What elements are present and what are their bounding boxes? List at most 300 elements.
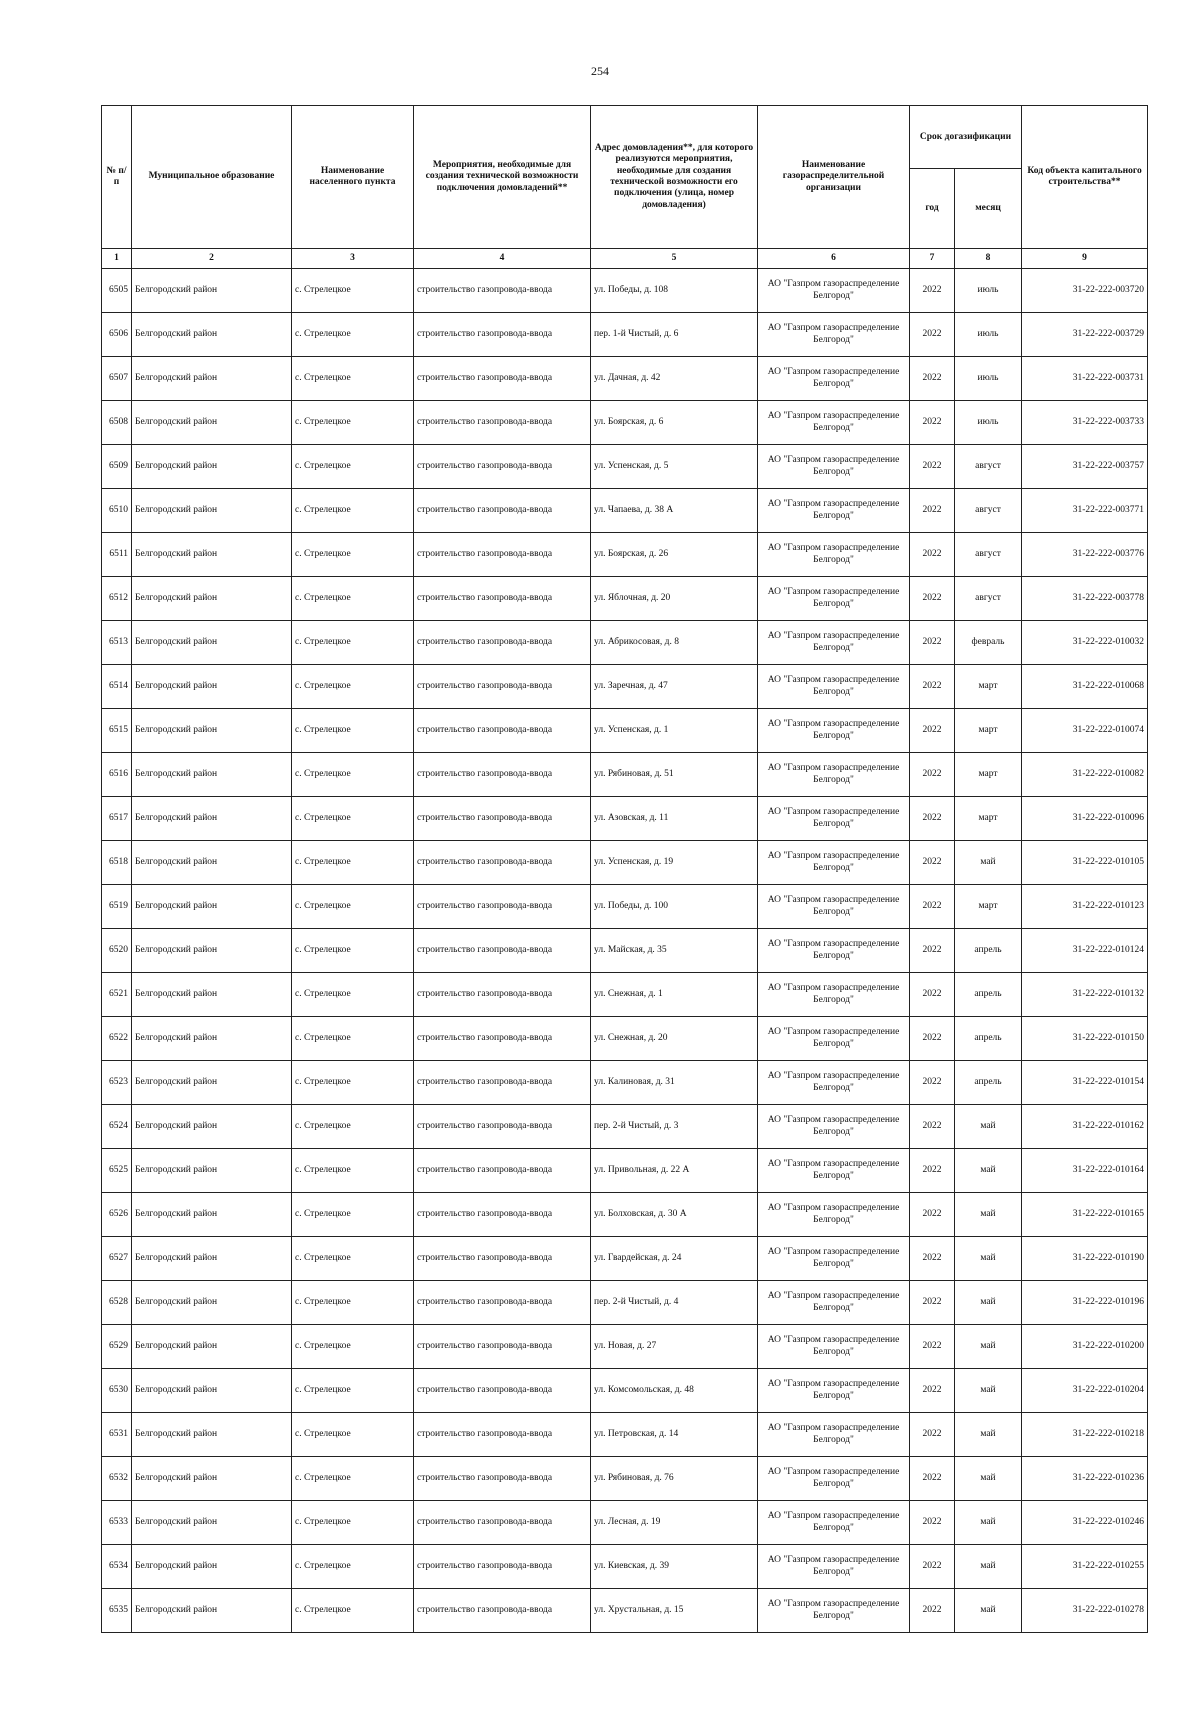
column-number: 5 — [591, 249, 758, 269]
measure-cell: строительство газопровода-ввода — [414, 841, 591, 885]
table-row — [102, 269, 1148, 313]
address-cell: ул. Калиновая, д. 31 — [591, 1061, 758, 1105]
month-cell: май — [955, 1281, 1022, 1325]
address-cell: ул. Снежная, д. 1 — [591, 973, 758, 1017]
year-cell: 2022 — [910, 1017, 955, 1061]
address-cell: пер. 1-й Чистый, д. 6 — [591, 313, 758, 357]
header-year: год — [910, 169, 955, 249]
settlement-cell: с. Стрелецкое — [292, 753, 414, 797]
organization-cell: АО "Газпром газораспределение Белгород" — [758, 269, 910, 313]
year-cell: 2022 — [910, 665, 955, 709]
object-code-cell: 31-22-222-003733 — [1022, 401, 1148, 445]
settlement-cell: с. Стрелецкое — [292, 1105, 414, 1149]
table-header — [102, 106, 1148, 269]
settlement-cell: с. Стрелецкое — [292, 929, 414, 973]
municipality-cell: Белгородский район — [132, 1501, 292, 1545]
municipality-cell: Белгородский район — [132, 1589, 292, 1633]
organization-cell: АО "Газпром газораспределение Белгород" — [758, 621, 910, 665]
object-code-cell: 31-22-222-010164 — [1022, 1149, 1148, 1193]
year-cell: 2022 — [910, 1589, 955, 1633]
object-code-cell: 31-22-222-003731 — [1022, 357, 1148, 401]
table-body — [102, 269, 1148, 1633]
row-number: 6521 — [102, 973, 132, 1017]
object-code-cell: 31-22-222-010096 — [1022, 797, 1148, 841]
month-cell: май — [955, 841, 1022, 885]
row-number: 6529 — [102, 1325, 132, 1369]
address-cell: ул. Чапаева, д. 38 А — [591, 489, 758, 533]
table-row — [102, 445, 1148, 489]
row-number: 6511 — [102, 533, 132, 577]
settlement-cell: с. Стрелецкое — [292, 1061, 414, 1105]
month-cell: февраль — [955, 621, 1022, 665]
month-cell: май — [955, 1149, 1022, 1193]
year-cell: 2022 — [910, 533, 955, 577]
header-num: № п/п — [102, 106, 132, 249]
settlement-cell: с. Стрелецкое — [292, 533, 414, 577]
organization-cell: АО "Газпром газораспределение Белгород" — [758, 445, 910, 489]
month-cell: май — [955, 1237, 1022, 1281]
month-cell: май — [955, 1193, 1022, 1237]
address-cell: ул. Успенская, д. 1 — [591, 709, 758, 753]
organization-cell: АО "Газпром газораспределение Белгород" — [758, 1149, 910, 1193]
address-cell: ул. Боярская, д. 6 — [591, 401, 758, 445]
address-cell: ул. Майская, д. 35 — [591, 929, 758, 973]
organization-cell: АО "Газпром газораспределение Белгород" — [758, 1061, 910, 1105]
object-code-cell: 31-22-222-010105 — [1022, 841, 1148, 885]
settlement-cell: с. Стрелецкое — [292, 1457, 414, 1501]
object-code-cell: 31-22-222-010204 — [1022, 1369, 1148, 1413]
month-cell: июль — [955, 269, 1022, 313]
header-measures: Мероприятия, необходимые для создания технической возможности подключения домовладений** — [414, 106, 591, 249]
row-number: 6524 — [102, 1105, 132, 1149]
column-number: 8 — [955, 249, 1022, 269]
organization-cell: АО "Газпром газораспределение Белгород" — [758, 1281, 910, 1325]
settlement-cell: с. Стрелецкое — [292, 269, 414, 313]
year-cell: 2022 — [910, 313, 955, 357]
table-row — [102, 753, 1148, 797]
settlement-cell: с. Стрелецкое — [292, 313, 414, 357]
settlement-cell: с. Стрелецкое — [292, 973, 414, 1017]
header-address: Адрес домовладения**, для которого реализуются мероприятия, необходимые для создания технической возможности его подключения (улица, номер домовладения) — [591, 106, 758, 249]
address-cell: ул. Азовская, д. 11 — [591, 797, 758, 841]
organization-cell: АО "Газпром газораспределение Белгород" — [758, 841, 910, 885]
address-cell: ул. Успенская, д. 19 — [591, 841, 758, 885]
municipality-cell: Белгородский район — [132, 1281, 292, 1325]
month-cell: август — [955, 577, 1022, 621]
row-number: 6517 — [102, 797, 132, 841]
organization-cell: АО "Газпром газораспределение Белгород" — [758, 401, 910, 445]
year-cell: 2022 — [910, 973, 955, 1017]
municipality-cell: Белгородский район — [132, 973, 292, 1017]
measure-cell: строительство газопровода-ввода — [414, 1545, 591, 1589]
year-cell: 2022 — [910, 401, 955, 445]
month-cell: июль — [955, 401, 1022, 445]
year-cell: 2022 — [910, 929, 955, 973]
object-code-cell: 31-22-222-010074 — [1022, 709, 1148, 753]
organization-cell: АО "Газпром газораспределение Белгород" — [758, 709, 910, 753]
measure-cell: строительство газопровода-ввода — [414, 1281, 591, 1325]
object-code-cell: 31-22-222-010124 — [1022, 929, 1148, 973]
table-row — [102, 841, 1148, 885]
measure-cell: строительство газопровода-ввода — [414, 357, 591, 401]
organization-cell: АО "Газпром газораспределение Белгород" — [758, 1369, 910, 1413]
month-cell: март — [955, 797, 1022, 841]
settlement-cell: с. Стрелецкое — [292, 489, 414, 533]
address-cell: ул. Рябиновая, д. 76 — [591, 1457, 758, 1501]
row-number: 6526 — [102, 1193, 132, 1237]
measure-cell: строительство газопровода-ввода — [414, 1589, 591, 1633]
municipality-cell: Белгородский район — [132, 1325, 292, 1369]
header-term: Срок догазификации — [910, 106, 1022, 169]
organization-cell: АО "Газпром газораспределение Белгород" — [758, 665, 910, 709]
municipality-cell: Белгородский район — [132, 533, 292, 577]
year-cell: 2022 — [910, 1325, 955, 1369]
row-number: 6515 — [102, 709, 132, 753]
address-cell: ул. Комсомольская, д. 48 — [591, 1369, 758, 1413]
measure-cell: строительство газопровода-ввода — [414, 269, 591, 313]
header-org: Наименование газораспределительной организации — [758, 106, 910, 249]
row-number: 6535 — [102, 1589, 132, 1633]
object-code-cell: 31-22-222-010246 — [1022, 1501, 1148, 1545]
row-number: 6505 — [102, 269, 132, 313]
table-row — [102, 797, 1148, 841]
object-code-cell: 31-22-222-010218 — [1022, 1413, 1148, 1457]
organization-cell: АО "Газпром газораспределение Белгород" — [758, 577, 910, 621]
address-cell: ул. Заречная, д. 47 — [591, 665, 758, 709]
table-row — [102, 1281, 1148, 1325]
measure-cell: строительство газопровода-ввода — [414, 1325, 591, 1369]
object-code-cell: 31-22-222-010123 — [1022, 885, 1148, 929]
measure-cell: строительство газопровода-ввода — [414, 533, 591, 577]
object-code-cell: 31-22-222-010236 — [1022, 1457, 1148, 1501]
object-code-cell: 31-22-222-010154 — [1022, 1061, 1148, 1105]
month-cell: июль — [955, 313, 1022, 357]
year-cell: 2022 — [910, 1061, 955, 1105]
year-cell: 2022 — [910, 269, 955, 313]
settlement-cell: с. Стрелецкое — [292, 1193, 414, 1237]
table-row — [102, 533, 1148, 577]
municipality-cell: Белгородский район — [132, 929, 292, 973]
object-code-cell: 31-22-222-003720 — [1022, 269, 1148, 313]
row-number: 6513 — [102, 621, 132, 665]
address-cell: ул. Петровская, д. 14 — [591, 1413, 758, 1457]
address-cell: ул. Дачная, д. 42 — [591, 357, 758, 401]
month-cell: август — [955, 489, 1022, 533]
table-row — [102, 1105, 1148, 1149]
address-cell: ул. Лесная, д. 19 — [591, 1501, 758, 1545]
organization-cell: АО "Газпром газораспределение Белгород" — [758, 533, 910, 577]
municipality-cell: Белгородский район — [132, 401, 292, 445]
measure-cell: строительство газопровода-ввода — [414, 1369, 591, 1413]
object-code-cell: 31-22-222-003771 — [1022, 489, 1148, 533]
settlement-cell: с. Стрелецкое — [292, 1281, 414, 1325]
object-code-cell: 31-22-222-010132 — [1022, 973, 1148, 1017]
table-row — [102, 1369, 1148, 1413]
settlement-cell: с. Стрелецкое — [292, 1017, 414, 1061]
settlement-cell: с. Стрелецкое — [292, 577, 414, 621]
row-number: 6506 — [102, 313, 132, 357]
object-code-cell: 31-22-222-003776 — [1022, 533, 1148, 577]
column-number: 3 — [292, 249, 414, 269]
year-cell: 2022 — [910, 885, 955, 929]
address-cell: ул. Привольная, д. 22 А — [591, 1149, 758, 1193]
object-code-cell: 31-22-222-003778 — [1022, 577, 1148, 621]
month-cell: август — [955, 445, 1022, 489]
municipality-cell: Белгородский район — [132, 357, 292, 401]
settlement-cell: с. Стрелецкое — [292, 621, 414, 665]
table-row — [102, 665, 1148, 709]
address-cell: ул. Киевская, д. 39 — [591, 1545, 758, 1589]
row-number: 6527 — [102, 1237, 132, 1281]
organization-cell: АО "Газпром газораспределение Белгород" — [758, 1237, 910, 1281]
settlement-cell: с. Стрелецкое — [292, 1237, 414, 1281]
year-cell: 2022 — [910, 841, 955, 885]
table-row — [102, 973, 1148, 1017]
year-cell: 2022 — [910, 577, 955, 621]
object-code-cell: 31-22-222-010082 — [1022, 753, 1148, 797]
table-row — [102, 885, 1148, 929]
object-code-cell: 31-22-222-010200 — [1022, 1325, 1148, 1369]
settlement-cell: с. Стрелецкое — [292, 357, 414, 401]
municipality-cell: Белгородский район — [132, 885, 292, 929]
row-number: 6509 — [102, 445, 132, 489]
measure-cell: строительство газопровода-ввода — [414, 577, 591, 621]
object-code-cell: 31-22-222-010278 — [1022, 1589, 1148, 1633]
month-cell: май — [955, 1413, 1022, 1457]
organization-cell: АО "Газпром газораспределение Белгород" — [758, 753, 910, 797]
row-number: 6522 — [102, 1017, 132, 1061]
month-cell: апрель — [955, 973, 1022, 1017]
measure-cell: строительство газопровода-ввода — [414, 1017, 591, 1061]
municipality-cell: Белгородский район — [132, 445, 292, 489]
table-row — [102, 1017, 1148, 1061]
measure-cell: строительство газопровода-ввода — [414, 1457, 591, 1501]
column-number: 6 — [758, 249, 910, 269]
address-cell: ул. Яблочная, д. 20 — [591, 577, 758, 621]
year-cell: 2022 — [910, 1413, 955, 1457]
month-cell: май — [955, 1589, 1022, 1633]
municipality-cell: Белгородский район — [132, 841, 292, 885]
organization-cell: АО "Газпром газораспределение Белгород" — [758, 885, 910, 929]
column-numbers-row — [102, 249, 1148, 269]
table-row — [102, 313, 1148, 357]
measure-cell: строительство газопровода-ввода — [414, 1501, 591, 1545]
object-code-cell: 31-22-222-010032 — [1022, 621, 1148, 665]
organization-cell: АО "Газпром газораспределение Белгород" — [758, 1457, 910, 1501]
row-number: 6531 — [102, 1413, 132, 1457]
measure-cell: строительство газопровода-ввода — [414, 753, 591, 797]
row-number: 6510 — [102, 489, 132, 533]
row-number: 6514 — [102, 665, 132, 709]
address-cell: ул. Победы, д. 108 — [591, 269, 758, 313]
municipality-cell: Белгородский район — [132, 313, 292, 357]
column-number: 9 — [1022, 249, 1148, 269]
settlement-cell: с. Стрелецкое — [292, 1325, 414, 1369]
header-month: месяц — [955, 169, 1022, 249]
month-cell: май — [955, 1369, 1022, 1413]
table-row — [102, 1545, 1148, 1589]
row-number: 6508 — [102, 401, 132, 445]
municipality-cell: Белгородский район — [132, 1017, 292, 1061]
table-row — [102, 1149, 1148, 1193]
address-cell: ул. Рябиновая, д. 51 — [591, 753, 758, 797]
row-number: 6507 — [102, 357, 132, 401]
header-settlement: Наименование населенного пункта — [292, 106, 414, 249]
organization-cell: АО "Газпром газораспределение Белгород" — [758, 1193, 910, 1237]
organization-cell: АО "Газпром газораспределение Белгород" — [758, 1017, 910, 1061]
municipality-cell: Белгородский район — [132, 1149, 292, 1193]
organization-cell: АО "Газпром газораспределение Белгород" — [758, 1589, 910, 1633]
measure-cell: строительство газопровода-ввода — [414, 621, 591, 665]
address-cell: пер. 2-й Чистый, д. 4 — [591, 1281, 758, 1325]
row-number: 6523 — [102, 1061, 132, 1105]
measure-cell: строительство газопровода-ввода — [414, 401, 591, 445]
object-code-cell: 31-22-222-010255 — [1022, 1545, 1148, 1589]
address-cell: ул. Снежная, д. 20 — [591, 1017, 758, 1061]
row-number: 6519 — [102, 885, 132, 929]
page-number: 254 — [591, 64, 609, 78]
settlement-cell: с. Стрелецкое — [292, 665, 414, 709]
month-cell: март — [955, 665, 1022, 709]
gasification-table — [101, 105, 1148, 1633]
organization-cell: АО "Газпром газораспределение Белгород" — [758, 357, 910, 401]
table-row — [102, 357, 1148, 401]
address-cell: ул. Успенская, д. 5 — [591, 445, 758, 489]
table-row — [102, 1413, 1148, 1457]
object-code-cell: 31-22-222-003729 — [1022, 313, 1148, 357]
settlement-cell: с. Стрелецкое — [292, 1369, 414, 1413]
month-cell: март — [955, 753, 1022, 797]
table-row — [102, 1325, 1148, 1369]
table-row — [102, 489, 1148, 533]
settlement-cell: с. Стрелецкое — [292, 1589, 414, 1633]
measure-cell: строительство газопровода-ввода — [414, 665, 591, 709]
address-cell: ул. Абрикосовая, д. 8 — [591, 621, 758, 665]
municipality-cell: Белгородский район — [132, 269, 292, 313]
year-cell: 2022 — [910, 1149, 955, 1193]
year-cell: 2022 — [910, 357, 955, 401]
column-number: 4 — [414, 249, 591, 269]
address-cell: ул. Новая, д. 27 — [591, 1325, 758, 1369]
table-row — [102, 401, 1148, 445]
table-row — [102, 577, 1148, 621]
row-number: 6520 — [102, 929, 132, 973]
measure-cell: строительство газопровода-ввода — [414, 313, 591, 357]
month-cell: апрель — [955, 929, 1022, 973]
table-row — [102, 709, 1148, 753]
organization-cell: АО "Газпром газораспределение Белгород" — [758, 1105, 910, 1149]
row-number: 6512 — [102, 577, 132, 621]
measure-cell: строительство газопровода-ввода — [414, 973, 591, 1017]
table-row — [102, 621, 1148, 665]
settlement-cell: с. Стрелецкое — [292, 1501, 414, 1545]
municipality-cell: Белгородский район — [132, 665, 292, 709]
month-cell: апрель — [955, 1017, 1022, 1061]
municipality-cell: Белгородский район — [132, 1413, 292, 1457]
organization-cell: АО "Газпром газораспределение Белгород" — [758, 1413, 910, 1457]
year-cell: 2022 — [910, 445, 955, 489]
year-cell: 2022 — [910, 621, 955, 665]
month-cell: май — [955, 1105, 1022, 1149]
municipality-cell: Белгородский район — [132, 797, 292, 841]
measure-cell: строительство газопровода-ввода — [414, 1193, 591, 1237]
municipality-cell: Белгородский район — [132, 1193, 292, 1237]
table-row — [102, 1193, 1148, 1237]
row-number: 6516 — [102, 753, 132, 797]
year-cell: 2022 — [910, 753, 955, 797]
month-cell: март — [955, 885, 1022, 929]
organization-cell: АО "Газпром газораспределение Белгород" — [758, 1501, 910, 1545]
year-cell: 2022 — [910, 797, 955, 841]
municipality-cell: Белгородский район — [132, 1457, 292, 1501]
table-row — [102, 1589, 1148, 1633]
column-number: 1 — [102, 249, 132, 269]
header-municipality: Муниципальное образование — [132, 106, 292, 249]
year-cell: 2022 — [910, 1457, 955, 1501]
measure-cell: строительство газопровода-ввода — [414, 1061, 591, 1105]
measure-cell: строительство газопровода-ввода — [414, 1149, 591, 1193]
header-code: Код объекта капитального строительства** — [1022, 106, 1148, 249]
settlement-cell: с. Стрелецкое — [292, 1413, 414, 1457]
year-cell: 2022 — [910, 1501, 955, 1545]
organization-cell: АО "Газпром газораспределение Белгород" — [758, 1325, 910, 1369]
row-number: 6528 — [102, 1281, 132, 1325]
object-code-cell: 31-22-222-010196 — [1022, 1281, 1148, 1325]
address-cell: ул. Хрустальная, д. 15 — [591, 1589, 758, 1633]
row-number: 6533 — [102, 1501, 132, 1545]
month-cell: май — [955, 1545, 1022, 1589]
object-code-cell: 31-22-222-010068 — [1022, 665, 1148, 709]
month-cell: март — [955, 709, 1022, 753]
settlement-cell: с. Стрелецкое — [292, 797, 414, 841]
month-cell: май — [955, 1501, 1022, 1545]
year-cell: 2022 — [910, 489, 955, 533]
settlement-cell: с. Стрелецкое — [292, 885, 414, 929]
month-cell: август — [955, 533, 1022, 577]
year-cell: 2022 — [910, 709, 955, 753]
row-number: 6518 — [102, 841, 132, 885]
settlement-cell: с. Стрелецкое — [292, 841, 414, 885]
municipality-cell: Белгородский район — [132, 709, 292, 753]
month-cell: июль — [955, 357, 1022, 401]
object-code-cell: 31-22-222-010165 — [1022, 1193, 1148, 1237]
row-number: 6534 — [102, 1545, 132, 1589]
municipality-cell: Белгородский район — [132, 489, 292, 533]
month-cell: май — [955, 1457, 1022, 1501]
address-cell: ул. Победы, д. 100 — [591, 885, 758, 929]
table-row — [102, 1061, 1148, 1105]
month-cell: апрель — [955, 1061, 1022, 1105]
organization-cell: АО "Газпром газораспределение Белгород" — [758, 1545, 910, 1589]
month-cell: май — [955, 1325, 1022, 1369]
year-cell: 2022 — [910, 1193, 955, 1237]
settlement-cell: с. Стрелецкое — [292, 1149, 414, 1193]
organization-cell: АО "Газпром газораспределение Белгород" — [758, 797, 910, 841]
row-number: 6525 — [102, 1149, 132, 1193]
municipality-cell: Белгородский район — [132, 753, 292, 797]
address-cell: ул. Болховская, д. 30 А — [591, 1193, 758, 1237]
organization-cell: АО "Газпром газораспределение Белгород" — [758, 973, 910, 1017]
municipality-cell: Белгородский район — [132, 1061, 292, 1105]
settlement-cell: с. Стрелецкое — [292, 709, 414, 753]
municipality-cell: Белгородский район — [132, 577, 292, 621]
measure-cell: строительство газопровода-ввода — [414, 797, 591, 841]
municipality-cell: Белгородский район — [132, 1237, 292, 1281]
column-number: 2 — [132, 249, 292, 269]
object-code-cell: 31-22-222-010190 — [1022, 1237, 1148, 1281]
object-code-cell: 31-22-222-010162 — [1022, 1105, 1148, 1149]
table-row — [102, 1457, 1148, 1501]
